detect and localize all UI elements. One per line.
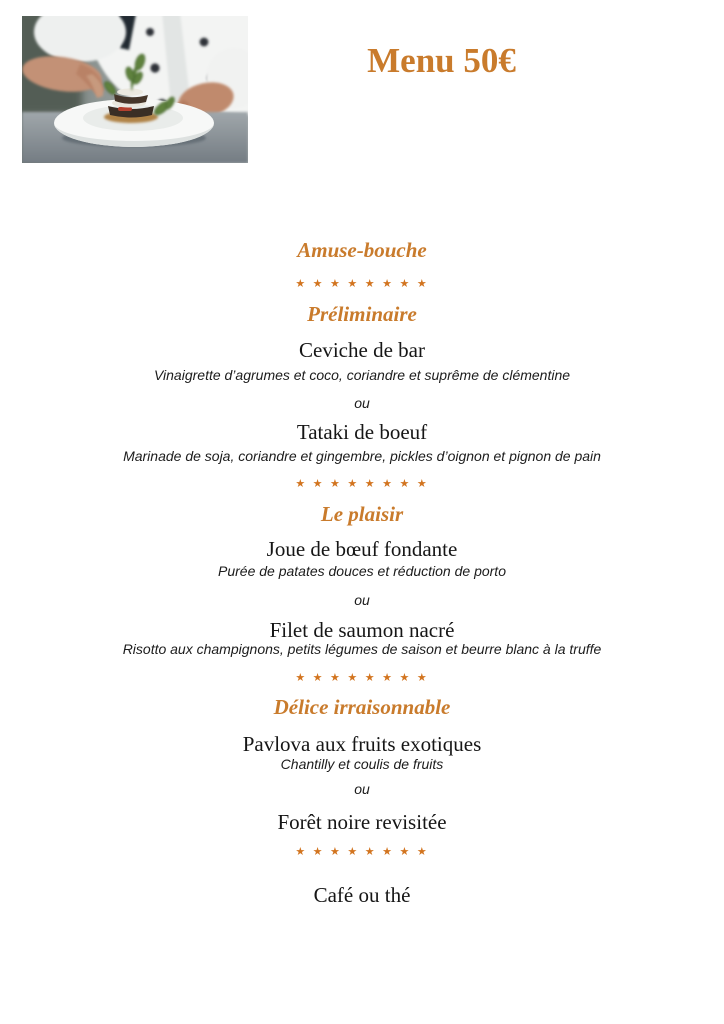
dish-name-joue-de-boeuf: Joue de bœuf fondante	[266, 537, 458, 561]
course-heading-le-plaisir: Le plaisir	[320, 502, 404, 526]
dish-description-filet: Risotto aux champignons, petits légumes de saison et beurre blanc à la truffe	[122, 641, 602, 657]
dish-description-pavlova: Chantilly et coulis de fruits	[280, 756, 444, 772]
or-separator: ou	[354, 592, 370, 608]
dish-name-foret-noire: Forêt noire revisitée	[277, 810, 447, 834]
chef-plating-photo	[22, 16, 248, 163]
dish-name-tataki-de-boeuf: Tataki de boeuf	[296, 420, 428, 444]
star-divider: ★ ★ ★ ★ ★ ★ ★ ★	[295, 671, 429, 684]
dish-description-tataki: Marinade de soja, coriandre et gingembre, pickles d’oignon et pignon de pain	[123, 448, 601, 464]
star-divider: ★ ★ ★ ★ ★ ★ ★ ★	[295, 277, 429, 290]
or-separator: ou	[354, 395, 370, 411]
star-divider: ★ ★ ★ ★ ★ ★ ★ ★	[295, 845, 429, 858]
menu-title: Menu 50€	[367, 41, 516, 80]
dish-name-filet-de-saumon: Filet de saumon nacré	[269, 618, 455, 642]
or-separator: ou	[354, 781, 370, 797]
course-heading-delice: Délice irraisonnable	[273, 695, 451, 719]
dish-name-pavlova: Pavlova aux fruits exotiques	[242, 732, 482, 756]
dish-description-joue: Purée de patates douces et réduction de porto	[218, 563, 506, 579]
course-heading-amuse-bouche: Amuse-bouche	[297, 238, 427, 262]
star-divider: ★ ★ ★ ★ ★ ★ ★ ★	[295, 477, 429, 490]
course-heading-preliminaire: Préliminaire	[307, 302, 417, 326]
dish-name-ceviche-de-bar: Ceviche de bar	[299, 338, 425, 362]
dish-name-cafe-ou-the: Café ou thé	[313, 883, 411, 907]
dish-description-ceviche: Vinaigrette d’agrumes et coco, coriandre et suprême de clémentine	[153, 367, 571, 383]
